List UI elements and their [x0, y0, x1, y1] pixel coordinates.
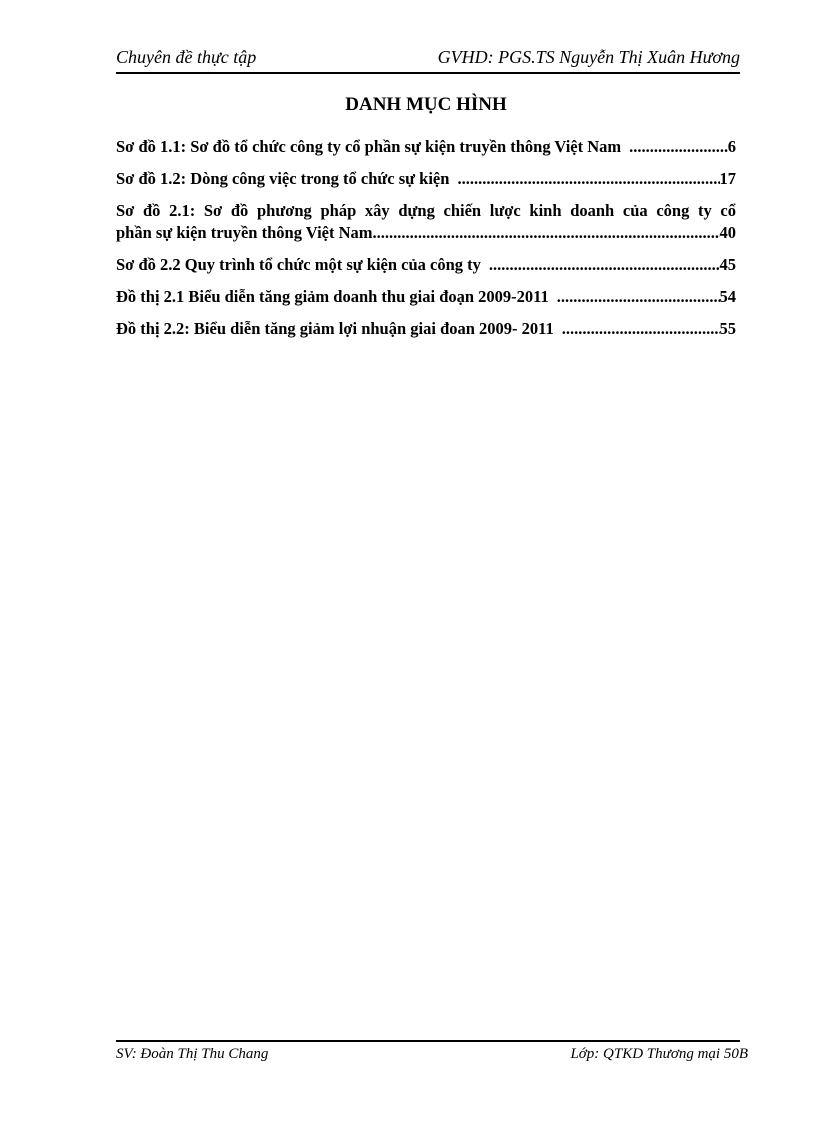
header-left-text: Chuyên đề thực tập: [116, 47, 257, 67]
footer-left-text: SV: Đoàn Thị Thu Chang: [116, 1046, 269, 1062]
toc-entry-label: Sơ đồ 2.2 Quy trình tổ chức một sự kiện của công ty: [116, 255, 481, 274]
toc-entry[interactable]: [116, 136, 736, 158]
page-footer: [116, 1043, 748, 1067]
page-header: [116, 44, 740, 72]
toc-leader-dots: [562, 318, 720, 340]
toc-entry-label: Đồ thị 2.1 Biểu diễn tăng giảm doanh thu giai đoạn 2009-2011: [116, 287, 549, 306]
toc-entry[interactable]: [116, 286, 736, 308]
toc-entry[interactable]: [116, 200, 736, 244]
header-right-text: GVHD: PGS.TS Nguyễn Thị Xuân Hương: [437, 47, 740, 67]
figure-list: [116, 136, 736, 350]
toc-entry[interactable]: [116, 168, 736, 190]
toc-entry[interactable]: [116, 254, 736, 276]
toc-leader-dots: [373, 222, 720, 244]
toc-entry-page: 40: [719, 223, 736, 242]
toc-entry-label: Sơ đồ 1.1: Sơ đồ tổ chức công ty cổ phần sự kiện truyền thông Việt Nam: [116, 137, 622, 156]
toc-leader-dots: [557, 286, 720, 308]
toc-leader-dots: [457, 168, 719, 190]
footer-right-text: Lớp: QTKD Thương mại 50B: [570, 1046, 748, 1062]
toc-entry-label: Sơ đồ 1.2: Dòng công việc trong tổ chức sự kiện: [116, 169, 450, 188]
toc-entry-label-line2: phần sự kiện truyền thông Việt Nam: [116, 223, 373, 242]
toc-entry-page: 17: [719, 169, 736, 188]
toc-entry[interactable]: [116, 318, 736, 340]
header-rule: [116, 72, 740, 74]
toc-entry-page: 54: [719, 287, 736, 306]
toc-entry-label: Đồ thị 2.2: Biểu diễn tăng giảm lợi nhuận giai đoan 2009- 2011: [116, 319, 554, 338]
footer-rule: [116, 1040, 740, 1042]
toc-entry-page: 45: [719, 255, 736, 274]
toc-leader-dots: [629, 136, 728, 158]
toc-entry-page: 6: [727, 137, 736, 156]
toc-entry-label-line1: Sơ đồ 2.1: Sơ đồ phương pháp xây dựng chiến lược kinh doanh của công ty cổ: [116, 201, 736, 220]
toc-entry-page: 55: [719, 319, 736, 338]
toc-leader-dots: [489, 254, 720, 276]
page-title: DANH MỤC HÌNH: [345, 94, 507, 115]
